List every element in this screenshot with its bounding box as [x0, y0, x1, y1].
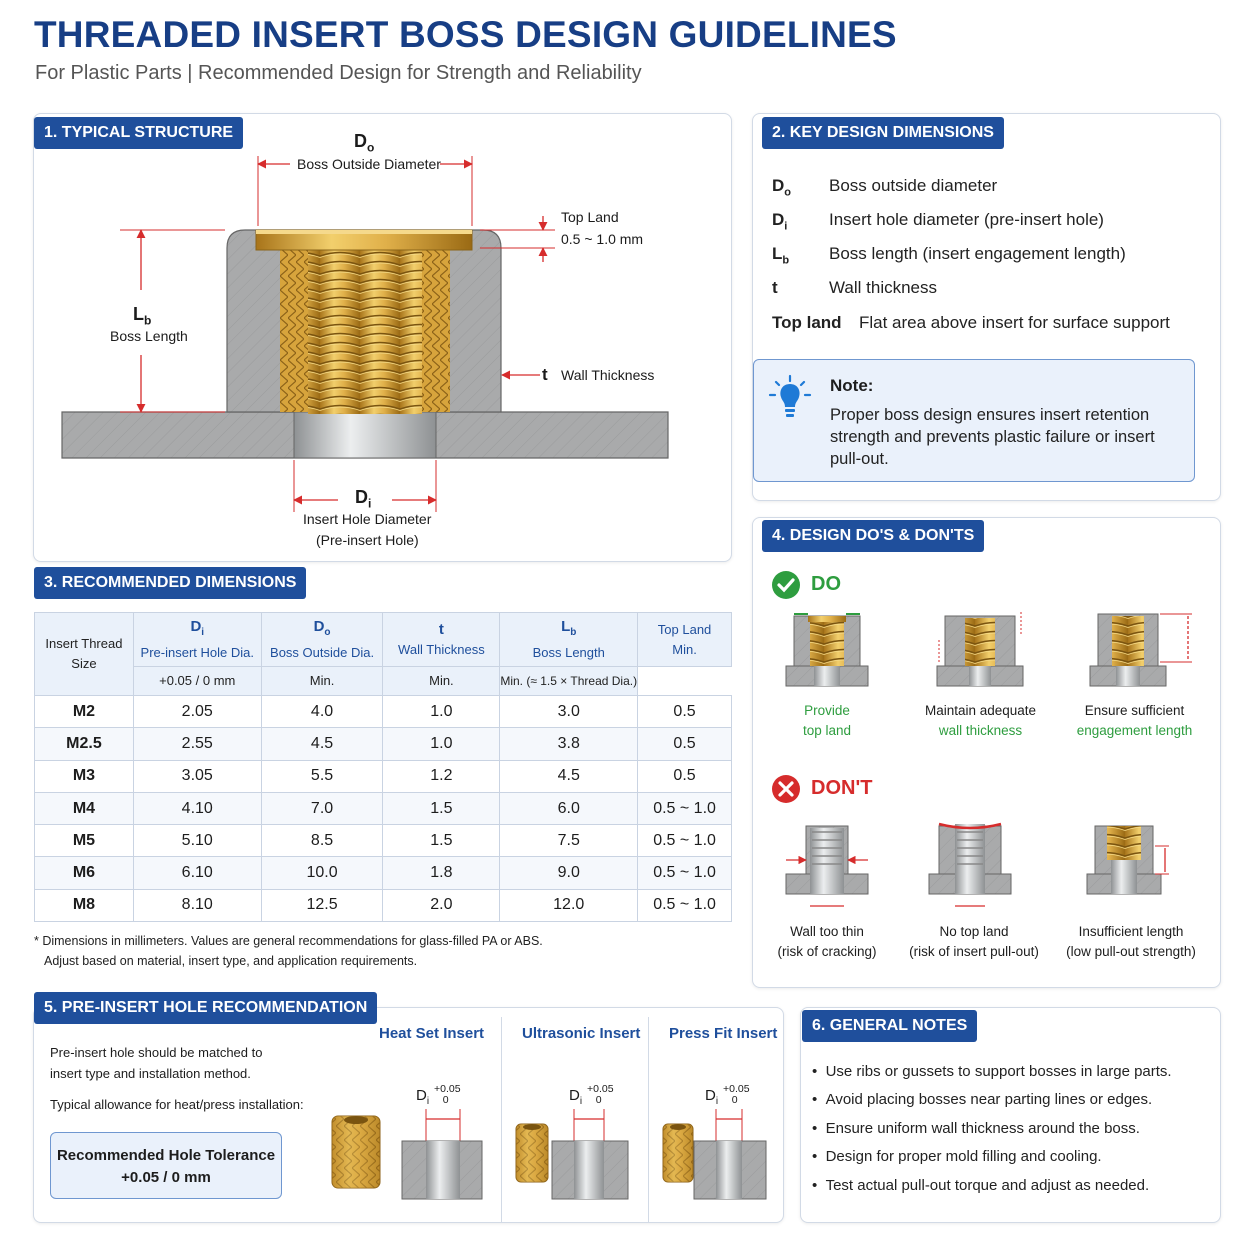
table-cell: M2.5	[35, 728, 134, 760]
table-cell: 12.0	[500, 889, 638, 921]
table-row	[35, 760, 732, 792]
table-row	[35, 857, 732, 889]
table-row	[35, 889, 732, 921]
check-circle-icon	[771, 570, 801, 600]
table-row	[35, 728, 732, 760]
lightbulb-icon	[768, 374, 812, 422]
heat-set-insert-icon	[328, 1112, 384, 1192]
insert-type-heat-set: Heat Set Insert	[379, 1025, 485, 1042]
dont-short-length-figure	[1085, 822, 1175, 914]
table-cell: 1.0	[383, 696, 500, 728]
general-note-4: • Design for proper mold filling and cooling.	[812, 1148, 1102, 1165]
do-heading: DO	[811, 573, 841, 595]
table-cell: M6	[35, 857, 134, 889]
table-cell: 5.5	[261, 760, 383, 792]
col-header-do: $D_o$ Boss Outside Dia.	[261, 613, 383, 667]
tolerance-box-title: Recommended Hole Tolerance	[56, 1147, 276, 1164]
table-cell: 1.5	[383, 825, 500, 857]
table-cell: 0.5 ~ 1.0	[638, 889, 732, 921]
col-header-lb: $L_b$ Boss Length	[500, 613, 638, 667]
table-cell: 1.0	[383, 728, 500, 760]
col-subheader-do: Min.	[261, 667, 383, 696]
insert-type-ultrasonic: Ultrasonic Insert	[522, 1025, 641, 1042]
table-cell: M3	[35, 760, 134, 792]
table-cell: 1.2	[383, 760, 500, 792]
table-footnote-1: * Dimensions in millimeters. Values are general recommendations for glass-filled PA or ABS.	[34, 934, 543, 948]
table-cell: 6.0	[500, 792, 638, 824]
x-circle-icon	[771, 774, 801, 804]
di-label-2: (Pre-insert Hole)	[316, 532, 419, 548]
general-note-2: • Avoid placing bosses near parting lines or edges.	[812, 1091, 1153, 1108]
tolerance-box	[50, 1132, 282, 1199]
table-cell: 1.5	[383, 792, 500, 824]
boss-cross-section-diagram	[40, 150, 730, 558]
table-cell: M5	[35, 825, 134, 857]
table-cell: 0.5	[638, 728, 732, 760]
table-cell: 0.5	[638, 696, 732, 728]
di-symbol: $D_i$	[355, 487, 372, 511]
section-2-tag: 2. KEY DESIGN DIMENSIONS	[762, 117, 1004, 149]
table-cell: 8.5	[261, 825, 383, 857]
dont-heading: DON'T	[811, 777, 873, 799]
do-caption-1: Provide top land	[802, 703, 852, 738]
di-label: Insert Hole Diameter	[303, 511, 432, 527]
col-header-top-land: Top Land Min.	[638, 613, 732, 667]
table-cell: 4.10	[133, 792, 261, 824]
insert-type-divider-1	[501, 1017, 502, 1223]
table-cell: 1.8	[383, 857, 500, 889]
table-cell: 0.5	[638, 760, 732, 792]
do-caption-2: Maintain adequate wall thickness	[924, 703, 1037, 738]
section-4-tag: 4. DESIGN DO'S & DON'TS	[762, 520, 984, 552]
section-6-tag: 6. GENERAL NOTES	[802, 1010, 977, 1042]
pre-insert-text-2: Typical allowance for heat/press installation:	[50, 1097, 304, 1112]
table-cell: 4.0	[261, 696, 383, 728]
key-dim-lb: $L_b$ Boss length (insert engagement length)	[772, 244, 1126, 267]
table-cell: 0.5 ~ 1.0	[638, 792, 732, 824]
top-land-label: Top Land	[561, 209, 619, 225]
col-subheader-lb: Min. (≈ 1.5 × Thread Dia.)	[500, 667, 638, 696]
recommended-dimensions-table	[34, 612, 732, 922]
lb-label: Boss Length	[110, 328, 188, 344]
pre-insert-text-1: Pre-insert hole should be matched to insert type and installation method.	[50, 1045, 263, 1081]
col-subheader-di: +0.05 / 0 mm	[133, 667, 261, 696]
table-row	[35, 696, 732, 728]
note-body: Proper boss design ensures insert retention strength and prevents plastic failure or insert pull-out.	[830, 406, 1155, 468]
key-dim-top-land: Top land Flat area above insert for surface support	[772, 313, 1170, 332]
table-cell: 3.05	[133, 760, 261, 792]
key-dim-do: $D_o$ Boss outside diameter	[772, 176, 998, 199]
section-3-tag: 3. RECOMMENDED DIMENSIONS	[34, 567, 306, 599]
table-cell: 7.5	[500, 825, 638, 857]
page-title: THREADED INSERT BOSS DESIGN GUIDELINES	[34, 14, 897, 55]
table-cell: 4.5	[261, 728, 383, 760]
section-1-tag: 1. TYPICAL STRUCTURE	[34, 117, 243, 149]
do-top-land-figure	[784, 610, 870, 698]
ultrasonic-hole-figure	[540, 1085, 630, 1201]
table-cell: 5.10	[133, 825, 261, 857]
do-caption-3: Ensure sufficient engagement length	[1076, 703, 1193, 738]
table-cell: 10.0	[261, 857, 383, 889]
t-symbol: t	[542, 365, 548, 384]
table-row	[35, 825, 732, 857]
do-engagement-length-figure	[1088, 610, 1198, 698]
table-cell: 0.5 ~ 1.0	[638, 857, 732, 889]
heat-set-di-label: $D_i$ +0.05 0	[416, 1083, 461, 1107]
tolerance-box-value: +0.05 / 0 mm	[121, 1169, 211, 1186]
table-cell: 9.0	[500, 857, 638, 889]
dont-caption-1: Wall too thin (risk of cracking)	[777, 924, 877, 959]
key-dim-t: t Wall thickness	[772, 278, 938, 297]
table-footnote-2: Adjust based on material, insert type, and application requirements.	[44, 954, 418, 968]
table-cell: 2.0	[383, 889, 500, 921]
top-land-range: 0.5 ~ 1.0 mm	[561, 231, 644, 247]
section-5-tag: 5. PRE-INSERT HOLE RECOMMENDATION	[34, 992, 377, 1024]
table-cell: 6.10	[133, 857, 261, 889]
table-cell: M4	[35, 792, 134, 824]
do-label: Boss Outside Diameter	[297, 156, 441, 172]
table-cell: 8.10	[133, 889, 261, 921]
ultrasonic-di-label: $D_i$ +0.05 0	[569, 1083, 614, 1107]
table-cell: M8	[35, 889, 134, 921]
general-note-3: • Ensure uniform wall thickness around the boss.	[812, 1120, 1140, 1137]
table-cell: 12.5	[261, 889, 383, 921]
insert-type-press-fit: Press Fit Insert	[669, 1025, 778, 1042]
insert-type-divider-2	[648, 1017, 649, 1223]
table-cell: 4.5	[500, 760, 638, 792]
dont-no-top-land-figure	[925, 822, 1015, 914]
do-symbol: $D_o$	[354, 131, 375, 155]
col-subheader-t: Min.	[383, 667, 500, 696]
table-cell: 3.0	[500, 696, 638, 728]
table-cell: 3.8	[500, 728, 638, 760]
lb-symbol: $L_b$	[133, 304, 152, 328]
general-note-5: • Test actual pull-out torque and adjust as needed.	[812, 1177, 1150, 1194]
dont-thin-wall-figure	[782, 822, 874, 914]
table-cell: 0.5 ~ 1.0	[638, 825, 732, 857]
table-cell: 2.55	[133, 728, 261, 760]
press-fit-di-label: $D_i$ +0.05 0	[705, 1083, 750, 1107]
dont-caption-3: Insufficient length (low pull-out strength)	[1066, 924, 1196, 959]
note-title: Note:	[830, 376, 874, 395]
table-cell: M2	[35, 696, 134, 728]
col-header-di: $D_i$ Pre-insert Hole Dia.	[133, 613, 261, 667]
do-wall-thickness-figure	[935, 610, 1025, 698]
dont-caption-2: No top land (risk of insert pull-out)	[909, 924, 1039, 959]
col-header-thread: Insert Thread Size	[35, 613, 134, 696]
page-subtitle: For Plastic Parts | Recommended Design for Strength and Reliability	[35, 62, 642, 84]
table-row	[35, 792, 732, 824]
t-label: Wall Thickness	[561, 367, 655, 383]
key-dim-di: $D_i$ Insert hole diameter (pre-insert hole)	[772, 210, 1104, 233]
table-cell: 2.05	[133, 696, 261, 728]
general-note-1: • Use ribs or gussets to support bosses in large parts.	[812, 1063, 1172, 1080]
table-cell: 7.0	[261, 792, 383, 824]
col-header-t: t Wall Thickness	[383, 613, 500, 667]
